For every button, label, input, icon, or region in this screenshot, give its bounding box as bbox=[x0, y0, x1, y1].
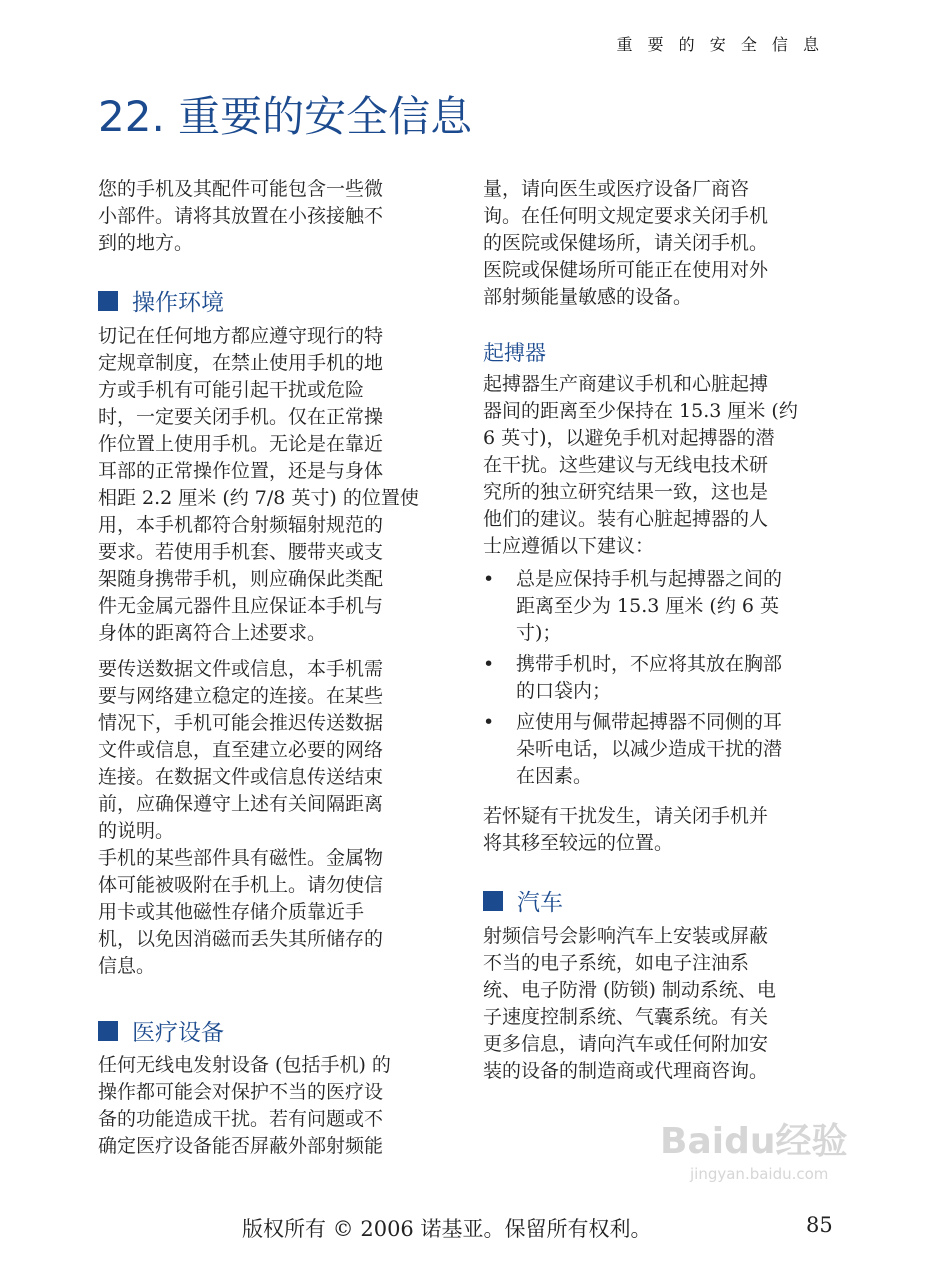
medical-continued-paragraph bbox=[483, 176, 828, 311]
text-line: 切记在任何地方都应遵守现行的特 bbox=[98, 325, 384, 347]
text-line: 文件或信息，直至建立必要的网络 bbox=[98, 739, 384, 761]
copyright-footer: 版权所有 © 2006 诺基亚。保留所有权利。 bbox=[242, 1217, 652, 1241]
text-line: 不当的电子系统，如电子注油系 bbox=[483, 952, 750, 974]
text-line: 任何无线电发射设备 (包括手机) 的 bbox=[98, 1054, 391, 1076]
list-item bbox=[483, 651, 828, 705]
text-line: 部射频能量敏感的设备。 bbox=[483, 286, 693, 308]
text-line: 要与网络建立稳定的连接。在某些 bbox=[98, 685, 384, 707]
list-item bbox=[483, 566, 828, 647]
text-line: 要传送数据文件或信息，本手机需 bbox=[98, 658, 384, 680]
text-line: 体可能被吸附在手机上。请勿使信 bbox=[98, 874, 384, 896]
text-line: 方或手机有可能引起干扰或危险 bbox=[98, 379, 365, 401]
list-item bbox=[483, 709, 828, 790]
text-line: 用，本手机都符合射频辐射规范的 bbox=[98, 514, 384, 536]
text-line: 相距 2.2 厘米 (约 7/8 英寸) 的位置使 bbox=[98, 487, 419, 509]
text-line: 您的手机及其配件可能包含一些微 bbox=[98, 178, 384, 200]
section-heading-medical bbox=[98, 1014, 224, 1047]
text-line: 装的设备的制造商或代理商咨询。 bbox=[483, 1060, 769, 1082]
text-line: 量，请向医生或医疗设备厂商咨 bbox=[483, 178, 750, 200]
text-line: 他们的建议。装有心脏起搏器的人 bbox=[483, 508, 769, 530]
text-line: 架随身携带手机，则应确保此类配 bbox=[98, 568, 384, 590]
text-line: 朵听电话，以减少造成干扰的潜 bbox=[516, 738, 783, 760]
text-line: 信息。 bbox=[98, 955, 156, 977]
medical-paragraph bbox=[98, 1052, 443, 1160]
text-line: 情况下，手机可能会推迟传送数据 bbox=[98, 712, 384, 734]
text-line: 统、电子防滑 (防锁) 制动系统、电 bbox=[483, 979, 776, 1001]
text-line: 距离至少为 15.3 厘米 (约 6 英 bbox=[516, 595, 780, 617]
text-line: 在干扰。这些建议与无线电技术研 bbox=[483, 454, 769, 476]
operating-paragraph-2 bbox=[98, 656, 443, 845]
text-line: 时，一定要关闭手机。仅在正常操 bbox=[98, 406, 384, 428]
text-line: 作位置上使用手机。无论是在靠近 bbox=[98, 433, 384, 455]
text-line: 前，应确保遵守上述有关间隔距离 bbox=[98, 793, 384, 815]
square-bullet-icon bbox=[98, 291, 118, 311]
text-line: 寸)； bbox=[516, 622, 562, 644]
text-line: 子速度控制系统、气囊系统。有关 bbox=[483, 1006, 769, 1028]
operating-paragraph-3 bbox=[98, 845, 443, 980]
text-line: 机，以免因消磁而丢失其所储存的 bbox=[98, 928, 384, 950]
pacemaker-paragraph-2 bbox=[483, 803, 828, 857]
text-line: 医院或保健场所可能正在使用对外 bbox=[483, 259, 769, 281]
square-bullet-icon bbox=[483, 891, 503, 911]
text-line: 用卡或其他磁性存储介质靠近手 bbox=[98, 901, 365, 923]
text-line: 确定医疗设备能否屏蔽外部射频能 bbox=[98, 1135, 384, 1157]
text-line: 总是应保持手机与起搏器之间的 bbox=[516, 568, 783, 590]
heading-text: 操作环境 bbox=[132, 290, 224, 316]
page-number: 85 bbox=[806, 1213, 833, 1237]
heading-text: 医疗设备 bbox=[132, 1020, 224, 1046]
heading-text: 汽车 bbox=[517, 890, 563, 916]
text-line: 操作都可能会对保护不当的医疗设 bbox=[98, 1081, 384, 1103]
text-line: 手机的某些部件具有磁性。金属物 bbox=[98, 847, 384, 869]
text-line: 6 英寸)，以避免手机对起搏器的潜 bbox=[483, 427, 775, 449]
text-line: 到的地方。 bbox=[98, 232, 194, 254]
text-line: 备的功能造成干扰。若有问题或不 bbox=[98, 1108, 384, 1130]
text-line: 若怀疑有干扰发生，请关闭手机并 bbox=[483, 805, 769, 827]
text-line: 携带手机时，不应将其放在胸部 bbox=[516, 653, 783, 675]
text-line: 的口袋内； bbox=[516, 680, 612, 702]
square-bullet-icon bbox=[98, 1021, 118, 1041]
bullet-dot-icon: • bbox=[483, 653, 495, 675]
section-heading-operating-environment bbox=[98, 284, 224, 317]
text-line: 射频信号会影响汽车上安装或屏蔽 bbox=[483, 925, 769, 947]
text-line: 更多信息，请向汽车或任何附加安 bbox=[483, 1033, 769, 1055]
section-heading-vehicles bbox=[483, 884, 563, 917]
watermark-url: jingyan.baidu.com bbox=[690, 1165, 829, 1183]
intro-paragraph bbox=[98, 176, 443, 257]
text-line: 士应遵循以下建议： bbox=[483, 535, 655, 557]
bullet-dot-icon: • bbox=[483, 711, 495, 733]
text-line: 在因素。 bbox=[516, 765, 593, 787]
text-line: 起搏器生产商建议手机和心脏起搏 bbox=[483, 373, 769, 395]
text-line: 耳部的正常操作位置，还是与身体 bbox=[98, 460, 384, 482]
page-title: 22. 重要的安全信息 bbox=[98, 92, 473, 141]
text-line: 连接。在数据文件或信息传送结束 bbox=[98, 766, 384, 788]
text-line: 小部件。请将其放置在小孩接触不 bbox=[98, 205, 384, 227]
text-line: 的医院或保健场所，请关闭手机。 bbox=[483, 232, 769, 254]
text-line: 件无金属元器件且应保证本手机与 bbox=[98, 595, 384, 617]
pacemaker-paragraph-1 bbox=[483, 371, 828, 560]
text-line: 的说明。 bbox=[98, 820, 175, 842]
text-line: 将其移至较远的位置。 bbox=[483, 832, 674, 854]
operating-paragraph-1 bbox=[98, 323, 443, 647]
text-line: 询。在任何明文规定要求关闭手机 bbox=[483, 205, 769, 227]
baidu-watermark bbox=[660, 1120, 847, 1184]
vehicles-paragraph bbox=[483, 923, 828, 1085]
text-line: 应使用与佩带起搏器不同侧的耳 bbox=[516, 711, 783, 733]
text-line: 器间的距离至少保持在 15.3 厘米 (约 bbox=[483, 400, 798, 422]
bullet-dot-icon: • bbox=[483, 568, 495, 590]
watermark-logo: Baidu经验 bbox=[660, 1121, 848, 1162]
text-line: 身体的距离符合上述要求。 bbox=[98, 622, 327, 644]
subheading-pacemaker: 起搏器 bbox=[483, 341, 546, 365]
text-line: 定规章制度，在禁止使用手机的地 bbox=[98, 352, 384, 374]
pacemaker-bullet-list bbox=[483, 566, 828, 794]
text-line: 要求。若使用手机套、腰带夹或支 bbox=[98, 541, 384, 563]
text-line: 究所的独立研究结果一致，这也是 bbox=[483, 481, 769, 503]
running-head: 重 要 的 安 全 信 息 bbox=[616, 35, 824, 54]
